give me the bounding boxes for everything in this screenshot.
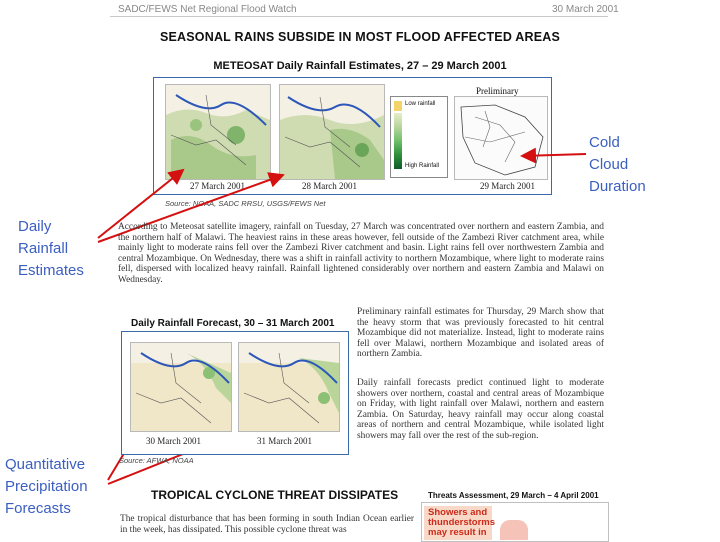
threats-map-shape [500, 520, 528, 540]
annotation-line: Cold [589, 134, 620, 151]
rainfall-paragraph-1: According to Meteosat satellite imagery, rainfall on Tuesday, 27 March was concentrated over northern and eastern Zambia, and the northern half of Malawi. The heaviest rains in these areas however, fell outside of the Zambezi River catchment area, while mainly light to moderate rains fell over the Zambezi River catchment and basin. Light rains fell over northwestern Zambia and central Mozambique. On Wednesday, there was a shift in rainfall activity to northern Mozambique, where light to moderate rains fell, dispersed with localized heavy rainfall. Rainfall lightened considerably over northern and eastern Zambia and Malawi on Wednesday. [118, 222, 604, 285]
threats-title: Threats Assessment, 29 March – 4 April 2001 [428, 491, 599, 500]
page-headline: SEASONAL RAINS SUBSIDE IN MOST FLOOD AFFECTED AREAS [159, 30, 561, 44]
legend-high-label: High Rainfall [405, 163, 440, 169]
caption-27-march: 27 March 2001 [190, 181, 245, 191]
forecast-map-31-march [238, 342, 340, 432]
forecast-source: Source: AFWA, NOAA [119, 456, 194, 465]
threats-callout-text: Showers and thunderstorms may result in [428, 507, 496, 538]
annotation-line: Duration [589, 178, 646, 195]
forecast-map-30-march [130, 342, 232, 432]
caption-30-march: 30 March 2001 [146, 436, 201, 446]
annotation-line: Cloud [589, 156, 629, 173]
annotation-line: Precipitation [5, 478, 88, 495]
annotation-line: Estimates [18, 262, 84, 279]
document-header-left: SADC/FEWS Net Regional Flood Watch [118, 4, 297, 15]
forecast-paragraph: Daily rainfall forecasts predict continued light to moderate showers over northern, coastal and central areas of Mozambique on Friday, with light rainfall over Malawi, northern and eastern Zambia. On Saturday, heavy rainfall may occur along coastal areas of northern and central Mozambique, while isolated light showers may fall over the rest of the sub-region. [357, 378, 604, 441]
forecast-title: Daily Rainfall Forecast, 30 – 31 March 2001 [131, 318, 335, 329]
document-header-date: 30 March 2001 [552, 4, 619, 15]
arrow-cold-cloud [522, 154, 586, 156]
legend-low-label: Low rainfall [405, 101, 436, 107]
preliminary-label: Preliminary [476, 86, 519, 96]
caption-29-march: 29 March 2001 [480, 181, 535, 191]
meteosat-title: METEOSAT Daily Rainfall Estimates, 27 – 29 March 2001 [213, 60, 507, 72]
meteosat-source: Source: NOAA, SADC RRSU, USGS/FEWS Net [165, 199, 326, 208]
annotation-line: Rainfall [18, 240, 69, 257]
rainfall-paragraph-2: Preliminary rainfall estimates for Thursday, 29 March show that the heavy storm that was previously forecasted to hit central Mozambique did not materialize. Instead, light to moderate rains fell over Malawi, northern Mozambique and isolated areas of northern Zambia. [357, 307, 604, 360]
annotation-line: Daily [18, 218, 52, 235]
annotation-line: Forecasts [5, 500, 71, 517]
caption-28-march: 28 March 2001 [302, 181, 357, 191]
annotation-line: Quantitative [5, 456, 86, 473]
cyclone-title: TROPICAL CYCLONE THREAT DISSIPATES [151, 488, 399, 502]
cyclone-paragraph: The tropical disturbance that has been forming in south Indian Ocean earlier in the week, has dissipated. This possible cyclone threat was [120, 514, 414, 535]
caption-31-march: 31 March 2001 [257, 436, 312, 446]
